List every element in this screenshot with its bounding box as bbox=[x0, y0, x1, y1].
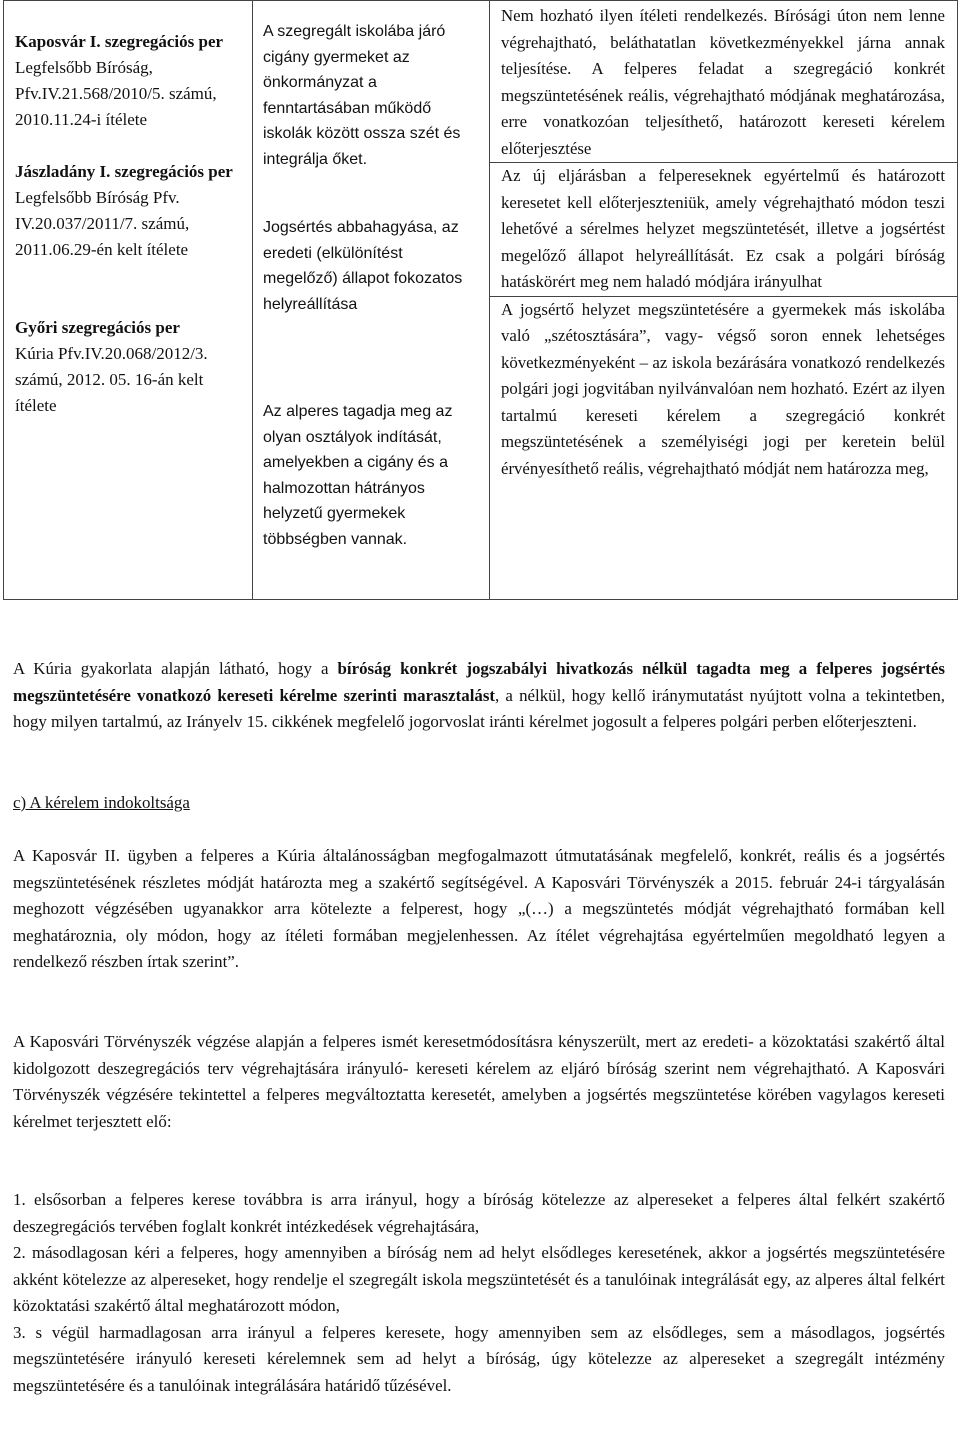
case-name: Jászladány I. szegregációs per bbox=[15, 162, 233, 181]
paragraph-kaposvar-ii: A Kaposvár II. ügyben a felperes a Kúria általánosságban megfogalmazott útmutatásának megfelelő, konkrét, reális és a jogsértés megszüntetésének részletes módját határozta meg a szakértő segítségével. A Kaposvári Törvényszék a 2015. február 24-i tárgyalásán meghozott végzésében ugyanakkor arra kötelezte a felperest, hogy „(…) a megszüntetés módját végrehajtható formában kell meghatároznia, oly módon, hogy az ítéleti formában megjelenhessen. Az ítélet végrehajtása egyértelműen megoldható legyen a rendelkező részben írtak szerint”. bbox=[13, 846, 945, 971]
claims-cell bbox=[253, 1, 490, 600]
section-heading: c) A kérelem indokoltsága bbox=[13, 793, 190, 812]
claim-text: A szegregált iskolába járó cigány gyermeket az önkormányzat a fenntartásában működő iskolák között ossza szét és integrálja őket. bbox=[263, 23, 461, 168]
court-case bbox=[15, 29, 242, 133]
list-item: 2. másodlagosan kéri a felperes, hogy amennyiben a bíróság nem ad helyt elsődleges keresetének, akkor a jogsértés megszüntetésére akként kötelezze az alpereseket, hogy rendelje el szegregált iskola megszüntetését és a tanulóinak integrálását egy, az alperes által felkért közoktatási szakértő által meghatározott módon, bbox=[13, 1243, 945, 1315]
rulings-cell bbox=[490, 1, 958, 600]
case-name: Kaposvár I. szegregációs per bbox=[15, 32, 224, 51]
paragraph-amended-claim: A Kaposvári Törvényszék végzése alapján a felperes ismét keresetmódosításra kényszerült, mert az eredeti- a közoktatási szakértő által kidolgozott deszegregációs terv végrehajtására irányuló- kereseti kérelem az eljáró bíróság szerint nem végrehajtható. A Kaposvári Törvényszék végzésére tekintettel a felperes megváltoztatta keresetét, amelyben a jogsértés megszüntetése körében vagylagos kereseti kérelmet terjesztett elő: bbox=[13, 1032, 945, 1131]
text-run: A Kúria gyakorlata alapján látható, hogy a bbox=[13, 659, 338, 678]
paragraph-kuria-practice bbox=[13, 656, 945, 736]
court-case bbox=[15, 315, 242, 419]
ruling-text: Az új eljárásban a felpereseknek egyértelmű és határozott keresetet kell előterjeszteniük, amely végrehajtható módon teszi lehetővé a sérelmes helyzet megszüntetését, illetve a jogsértést megelőző állapot helyreállítását. Ez csak a polgári bíróság hatáskörért meg nem haladó módjára irányulhat bbox=[490, 162, 957, 296]
court-case bbox=[15, 159, 242, 263]
ruling-text: Nem hozható ilyen ítéleti rendelkezés. Bírósági úton nem lenne végrehajtható, beláthatatlan következményekkel járna annak teljesítése. A felperes feladat a szegregáció konkrét megszüntetésének reális, végrehajtható módjának meghatározása, erre vonatkozóan teljesíthető, határozott kereseti kérelem előterjesztése bbox=[501, 6, 945, 158]
claims-list bbox=[13, 1187, 945, 1399]
case-reference: Legfelsőbb Bíróság, Pfv.IV.21.568/2010/5. számú, 2010.11.24-i ítélete bbox=[15, 58, 217, 129]
claim-text: Az alperes tagadja meg az olyan osztályok indítását, amelyekben a cigány és a halmozottan hátrányos helyzetű gyermekek többségben vannak. bbox=[263, 403, 453, 548]
case-reference: Kúria Pfv.IV.20.068/2012/3. számú, 2012. 05. 16-án kelt ítélete bbox=[15, 344, 208, 415]
table-row bbox=[4, 1, 958, 600]
court-cases-cell bbox=[4, 1, 253, 600]
case-name: Győri szegregációs per bbox=[15, 318, 180, 337]
text-run: , a nélkül, hogy kellő iránymutatást nyújtott volna a tekintetben, hogy milyen tartalmú, az Irányelv 15. cikkének megfelelő jogorvoslat iránti kérelmet jogosult a felperes polgári perben előterjeszteni. bbox=[13, 685, 945, 731]
list-item: 3. s végül harmadlagosan arra irányul a felperes keresete, hogy amennyiben sem az elsődleges, sem a másodlagos, jogsértés megszüntetésére irányuló kereseti kérelemnek sem ad helyt a bíróság, úgy kötelezze az alpereseket a szegregált intézmény megszüntetésére és a tanulóinak integrálására határidő tűzésével. bbox=[13, 1322, 945, 1395]
ruling-text: A jogsértő helyzet megszüntetésére a gyermekek más iskolába való „szétosztására”, vagy- végső soron ennek lehetséges következményeként – az iskola bezárására vonatkozó rendelkezés polgári jogi jogvitában nyilvánvalóan nem hozható. Ezért az ilyen tartalmú kereseti kérelem a szegregáció konkrét megszüntetésének a személyiségi jogi per keretein belül érvényesíthető reális, végrehajtható módját nem határozza meg, bbox=[490, 296, 957, 483]
case-reference: Legfelsőbb Bíróság Pfv. IV.20.037/2011/7. számú, 2011.06.29-én kelt ítélete bbox=[15, 188, 190, 259]
bold-text: bíróság konkrét jogszabályi hivatkozás nélkül tagadta meg a felperes jogsértés megszüntetésére vonatkozó kereseti kérelme szerinti marasztalást bbox=[13, 659, 945, 705]
claim-text: Jogsértés abbahagyása, az eredeti (elkülönítést megelőző) állapot fokozatos helyreállítása bbox=[263, 219, 463, 313]
list-item: 1. elsősorban a felperes kerese továbbra is arra irányul, hogy a bíróság kötelezze az alpereseket a felperes által felkért szakértő deszegregációs tervében foglalt konkrét intézkedések végrehajtására, bbox=[13, 1190, 945, 1236]
case-comparison-table bbox=[3, 0, 958, 600]
